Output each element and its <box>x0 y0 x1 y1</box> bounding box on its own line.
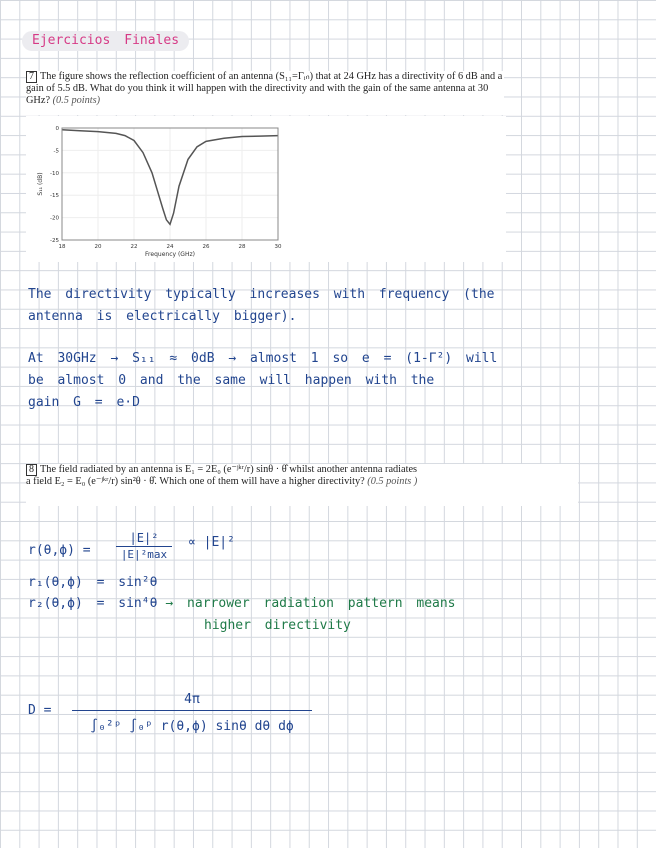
x-tick-label: 22 <box>130 244 138 250</box>
s11-chart <box>26 116 506 262</box>
answer-7-line-1: The directivity typically increases with frequency (the <box>28 287 495 302</box>
x-tick-label: 24 <box>166 244 174 250</box>
answer-8-note-2: higher directivity <box>204 618 351 633</box>
answer-8-patterns <box>28 573 628 637</box>
answer-7-line-2: antenna is electrically bigger). <box>28 309 297 324</box>
question-8-points: (0.5 points ) <box>367 476 418 488</box>
answer-7-line-4: be almost 0 and the same will happen with the <box>28 373 435 388</box>
r-fraction <box>116 530 172 563</box>
x-tick-label: 28 <box>238 244 246 250</box>
y-tick-label: -5 <box>53 148 59 155</box>
question-7-number: 7 <box>26 71 37 83</box>
question-7-text: The figure shows the reflection coefficient of an antenna (S₁₁=Γᵢₙ) that at 24 GHz has a directivity of 6 dB and a gain of 5.5 dB. What do you think it will happen with the directivity and with the gain of the same antenna at 30 GHz? <box>26 71 503 107</box>
r1-expression: r₁(θ,ϕ) = sin²θ <box>28 575 158 590</box>
x-tick-label: 26 <box>202 244 210 250</box>
y-tick-label: 0 <box>55 126 59 132</box>
page-title <box>22 31 189 51</box>
y-tick-label: -25 <box>50 238 59 244</box>
d-denominator: ∫₀²ᵖ ∫₀ᵖ r(θ,ϕ) sinθ dθ dϕ <box>90 719 294 734</box>
title-word-1: Ejercicios <box>32 33 111 48</box>
x-axis-label: Frequency (GHz) <box>145 251 195 258</box>
answer-7-line-3: At 30GHz → S₁₁ ≈ 0dB → almost 1 so e = (1-Γ²) will <box>28 351 498 366</box>
question-8-number: 8 <box>26 464 37 476</box>
title-word-2: Finales <box>124 33 180 48</box>
r2-expression: r₂(θ,ϕ) = sin⁴θ <box>28 596 158 611</box>
r-lhs: r(θ,ϕ) = <box>28 543 91 558</box>
answer-7-line-5: gain G = e·D <box>28 395 140 410</box>
x-tick-label: 18 <box>58 244 66 250</box>
d-numerator: 4π <box>72 690 312 711</box>
x-tick-label: 30 <box>274 244 282 250</box>
question-8-text-a: The field radiated by an antenna is E₁ = 2E₀ (e⁻ʲᵏʳ/r) sinθ · θ̂ whilst another antenna radiates <box>40 464 418 475</box>
question-7 <box>26 71 504 115</box>
y-tick-label: -10 <box>50 170 59 177</box>
s11-chart-svg <box>26 116 506 262</box>
d-lhs: D = <box>28 703 52 718</box>
answer-8-note-1: → narrower radiation pattern means <box>165 596 456 611</box>
answer-7 <box>28 284 628 414</box>
answer-8-ratio <box>28 530 348 570</box>
x-tick-label: 20 <box>94 244 102 250</box>
r-proportional: ∝ |E|² <box>188 535 235 550</box>
r-numerator: |E|² <box>116 530 172 547</box>
r-denominator: |E|²max <box>120 548 168 561</box>
answer-8-directivity <box>28 690 348 760</box>
question-7-points: (0.5 points) <box>52 95 101 107</box>
question-8 <box>26 464 578 506</box>
d-fraction <box>72 690 312 743</box>
y-axis-label: S₁₁ (dB) <box>37 172 44 196</box>
y-tick-label: -15 <box>50 193 59 200</box>
y-tick-label: -20 <box>50 215 59 222</box>
question-8-text-b: a field E₂ = E₀ (e⁻ʲᵏʳ/r) sin²θ · θ̂. Which one of them will have a higher directivity? <box>26 476 365 488</box>
